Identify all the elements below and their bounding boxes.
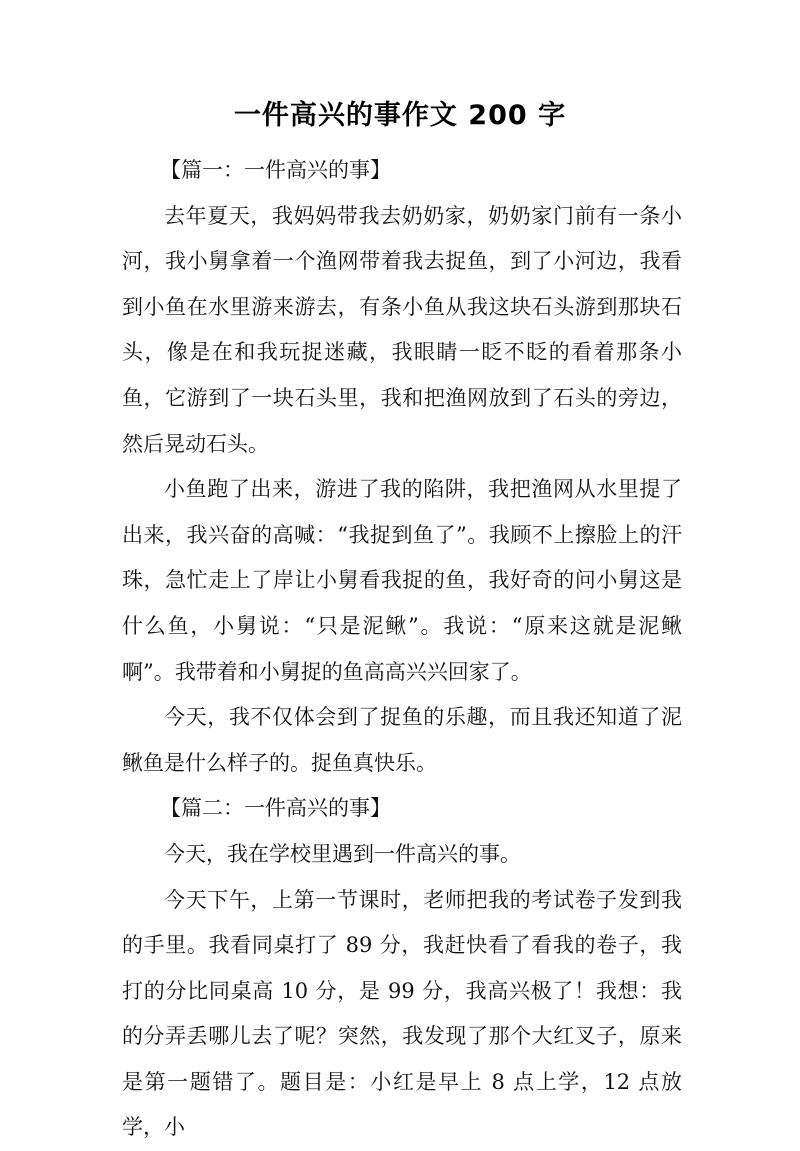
paragraph: 小鱼跑了出来，游进了我的陷阱，我把渔网从水里提了出来，我兴奋的高喊：“我捉到鱼了”。我顾不上擦脸上的汗珠，急忙走上了岸让小舅看我捉的鱼，我好奇的问小舅这是什么鱼，小舅说：“只是泥鳅”。我说：“原来这就是泥鳅啊”。我带着和小舅捉的鱼高高兴兴回家了。 xyxy=(122,467,682,695)
section-heading-2: 【篇二：一件高兴的事】 xyxy=(122,786,682,832)
section-heading-1: 【篇一：一件高兴的事】 xyxy=(122,148,682,194)
paragraph: 去年夏天，我妈妈带我去奶奶家，奶奶家门前有一条小河，我小舅拿着一个渔网带着我去捉鱼，到了小河边，我看到小鱼在水里游来游去，有条小鱼从我这块石头游到那块石头，像是在和我玩捉迷藏，我眼睛一眨不眨的看着那条小鱼，它游到了一块石头里，我和把渔网放到了石头的旁边，然后晃动石头。 xyxy=(122,194,682,468)
paragraph: 今天，我在学校里遇到一件高兴的事。 xyxy=(122,832,682,878)
document-body xyxy=(122,148,682,1151)
paragraph: 今天，我不仅体会到了捉鱼的乐趣，而且我还知道了泥鳅鱼是什么样子的。捉鱼真快乐。 xyxy=(122,695,682,786)
document-title: 一件高兴的事作文 200 字 xyxy=(0,96,800,136)
paragraph: 今天下午，上第一节课时，老师把我的考试卷子发到我的手里。我看同桌打了 89 分，我赶快看了看我的卷子，我打的分比同桌高 10 分，是 99 分，我高兴极了！我想：我的分弄丢哪儿去了呢？突然，我发现了那个大红叉子，原来是第一题错了。题目是：小红是早上 8 点上学，12 点放学，小 xyxy=(122,878,682,1151)
